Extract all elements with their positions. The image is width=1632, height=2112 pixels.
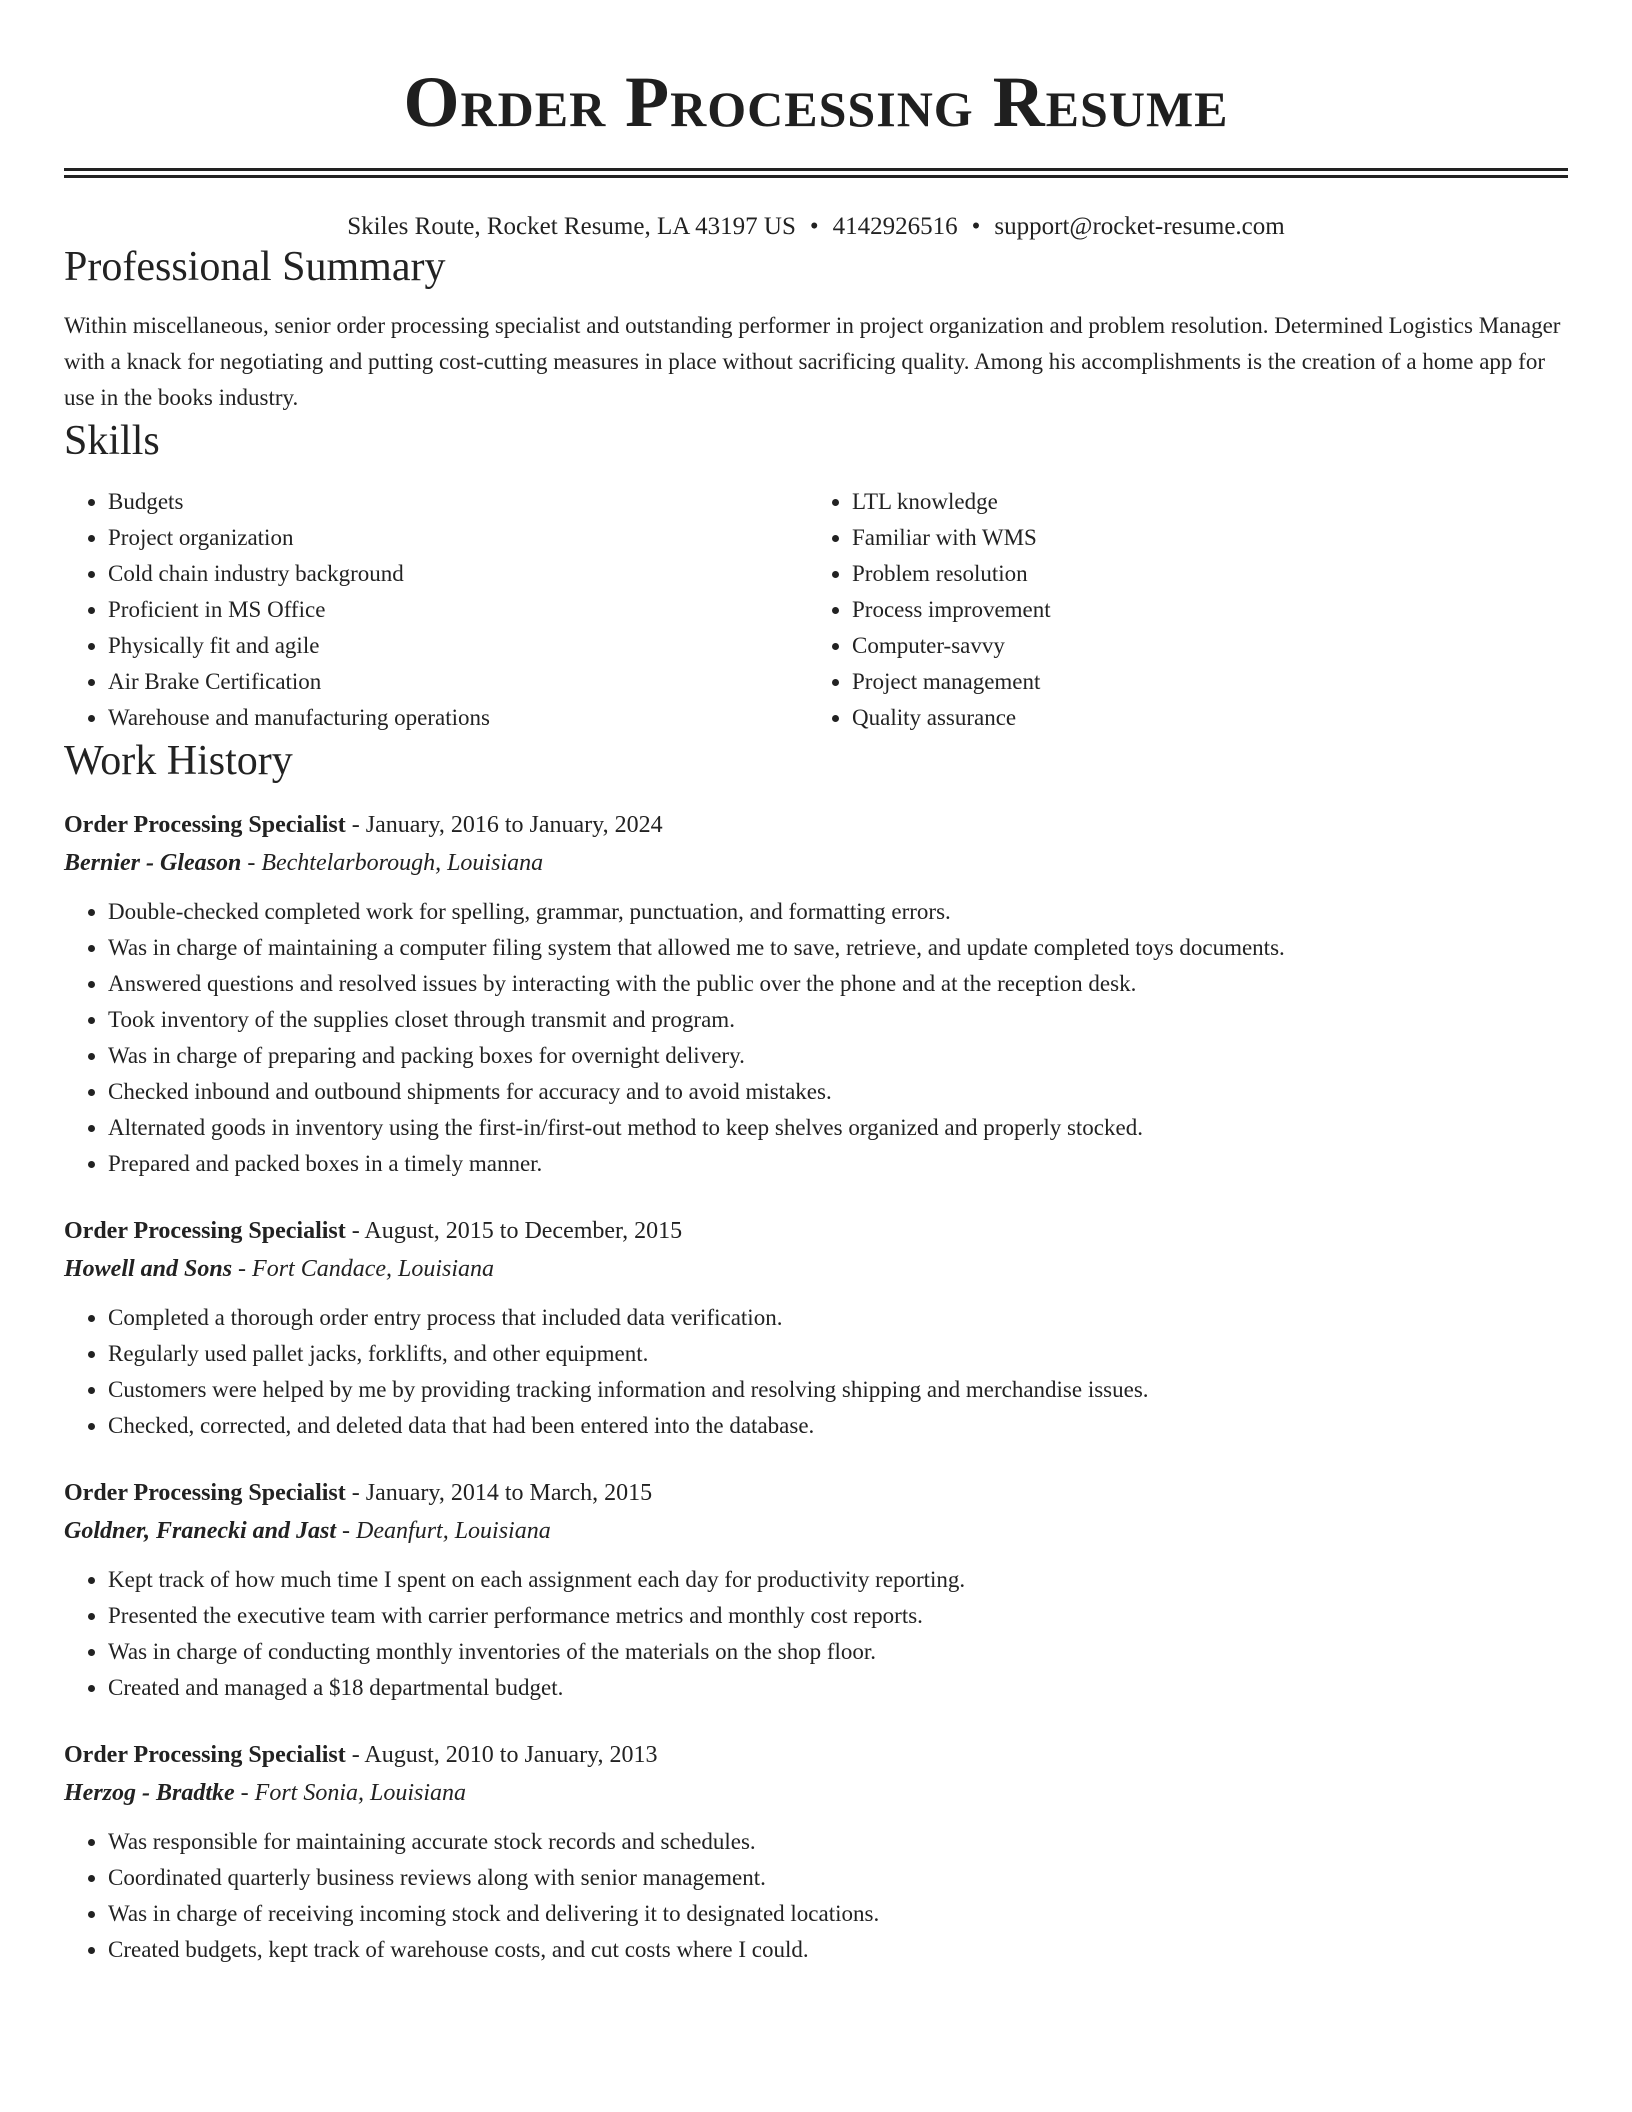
job-title-line xyxy=(64,1474,1568,1512)
job-bullet: • Double-checked completed work for spelling, grammar, punctuation, and formatting errors. xyxy=(108,894,1568,930)
skill-item: • Project management xyxy=(852,664,1548,700)
job-title-line xyxy=(64,1736,1568,1774)
job-bullet: • Took inventory of the supplies closet through transmit and program. xyxy=(108,1002,1568,1038)
contact-separator: • xyxy=(809,213,819,240)
skill-item: • Quality assurance xyxy=(852,700,1548,736)
contact-separator: • xyxy=(971,213,981,240)
job-title-line xyxy=(64,806,1568,844)
job-company: Herzog - Bradtke xyxy=(64,1780,235,1806)
skills-columns xyxy=(64,484,1568,736)
job-title: Order Processing Specialist xyxy=(64,1218,346,1244)
skill-item: • Cold chain industry background xyxy=(108,556,806,592)
job-title-line xyxy=(64,1212,1568,1250)
job-bullet: • Was in charge of conducting monthly inventories of the materials on the shop floor. xyxy=(108,1634,1568,1670)
job-company: Bernier - Gleason xyxy=(64,850,242,876)
job-entry xyxy=(64,806,1568,1182)
job-location: - Fort Sonia, Louisiana xyxy=(234,1780,467,1806)
skill-item: • Familiar with WMS xyxy=(852,520,1548,556)
job-title: Order Processing Specialist xyxy=(64,812,346,838)
job-bullet: • Was in charge of preparing and packing boxes for overnight delivery. xyxy=(108,1038,1568,1074)
job-location: - Fort Candace, Louisiana xyxy=(232,1256,495,1282)
job-dates: - January, 2014 to March, 2015 xyxy=(345,1480,653,1506)
skill-item: • Problem resolution xyxy=(852,556,1548,592)
job-bullet: • Prepared and packed boxes in a timely manner. xyxy=(108,1146,1568,1182)
contact-email: support@rocket-resume.com xyxy=(994,213,1285,240)
job-bullet: • Checked inbound and outbound shipments for accuracy and to avoid mistakes. xyxy=(108,1074,1568,1110)
job-bullet: • Regularly used pallet jacks, forklifts, and other equipment. xyxy=(108,1336,1568,1372)
summary-text: Within miscellaneous, senior order processing specialist and outstanding performer in project organization and problem resolution. Determined Logistics Manager with a knack for negotiating and putting cost-cutting measures in place without sacrificing quality. Among his accomplishments is the creation of a home app for use in the books industry. xyxy=(64,313,1561,410)
job-company: Howell and Sons xyxy=(64,1256,233,1282)
job-dates: - January, 2016 to January, 2024 xyxy=(345,812,663,838)
job-bullet: • Kept track of how much time I spent on each assignment each day for productivity reporting. xyxy=(108,1562,1568,1598)
skill-item: • LTL knowledge xyxy=(852,484,1548,520)
job-bullet: • Answered questions and resolved issues by interacting with the public over the phone and at the reception desk. xyxy=(108,966,1568,1002)
job-bullet: • Was in charge of maintaining a computer filing system that allowed me to save, retrieve, and update completed toys documents. xyxy=(108,930,1568,966)
contact-line xyxy=(64,212,1568,242)
job-bullet: • Was responsible for maintaining accurate stock records and schedules. xyxy=(108,1824,1568,1860)
skill-item: • Process improvement xyxy=(852,592,1548,628)
job-location: - Deanfurt, Louisiana xyxy=(336,1518,551,1544)
job-bullet: • Created and managed a $18 departmental budget. xyxy=(108,1670,1568,1706)
job-company-line xyxy=(64,844,1568,882)
skill-item: • Air Brake Certification xyxy=(108,664,806,700)
job-title: Order Processing Specialist xyxy=(64,1480,346,1506)
job-entry xyxy=(64,1736,1568,1968)
job-company: Goldner, Franecki and Jast xyxy=(64,1518,337,1544)
job-company-line xyxy=(64,1774,1568,1812)
skill-item: • Project organization xyxy=(108,520,806,556)
job-bullet: • Coordinated quarterly business reviews along with senior management. xyxy=(108,1860,1568,1896)
job-company-line xyxy=(64,1512,1568,1550)
job-bullets xyxy=(64,894,1568,1182)
job-entry xyxy=(64,1212,1568,1444)
resume-title: Order Processing Resume xyxy=(403,62,1229,142)
job-company-line xyxy=(64,1250,1568,1288)
contact-address: Skiles Route, Rocket Resume, LA 43197 US xyxy=(347,213,796,240)
skills-list-left xyxy=(64,484,806,736)
job-entry xyxy=(64,1474,1568,1706)
job-dates: - August, 2010 to January, 2013 xyxy=(345,1742,658,1768)
work-history-heading: Work History xyxy=(64,738,293,784)
job-bullet: • Completed a thorough order entry process that included data verification. xyxy=(108,1300,1568,1336)
job-bullet: • Was in charge of receiving incoming stock and delivering it to designated locations. xyxy=(108,1896,1568,1932)
job-dates: - August, 2015 to December, 2015 xyxy=(345,1218,683,1244)
title-double-rule xyxy=(64,168,1568,178)
job-bullet: • Checked, corrected, and deleted data that had been entered into the database. xyxy=(108,1408,1568,1444)
skill-item: • Computer-savvy xyxy=(852,628,1548,664)
job-bullet: • Alternated goods in inventory using the first-in/first-out method to keep shelves organized and properly stocked. xyxy=(108,1110,1568,1146)
skill-item: • Physically fit and agile xyxy=(108,628,806,664)
job-bullet: • Created budgets, kept track of warehouse costs, and cut costs where I could. xyxy=(108,1932,1568,1968)
summary-heading: Professional Summary xyxy=(64,244,446,290)
skills-list-right xyxy=(806,484,1548,736)
job-bullets xyxy=(64,1824,1568,1968)
skill-item: • Budgets xyxy=(108,484,806,520)
job-bullet: • Presented the executive team with carrier performance metrics and monthly cost reports. xyxy=(108,1598,1568,1634)
skill-item: • Proficient in MS Office xyxy=(108,592,806,628)
skills-heading: Skills xyxy=(64,418,160,464)
job-bullets xyxy=(64,1300,1568,1444)
job-title: Order Processing Specialist xyxy=(64,1742,346,1768)
contact-phone: 4142926516 xyxy=(832,213,958,240)
skill-item: • Warehouse and manufacturing operations xyxy=(108,700,806,736)
job-bullets xyxy=(64,1562,1568,1706)
job-location: - Bechtelarborough, Louisiana xyxy=(241,850,544,876)
job-bullet: • Customers were helped by me by providing tracking information and resolving shipping and merchandise issues. xyxy=(108,1372,1568,1408)
